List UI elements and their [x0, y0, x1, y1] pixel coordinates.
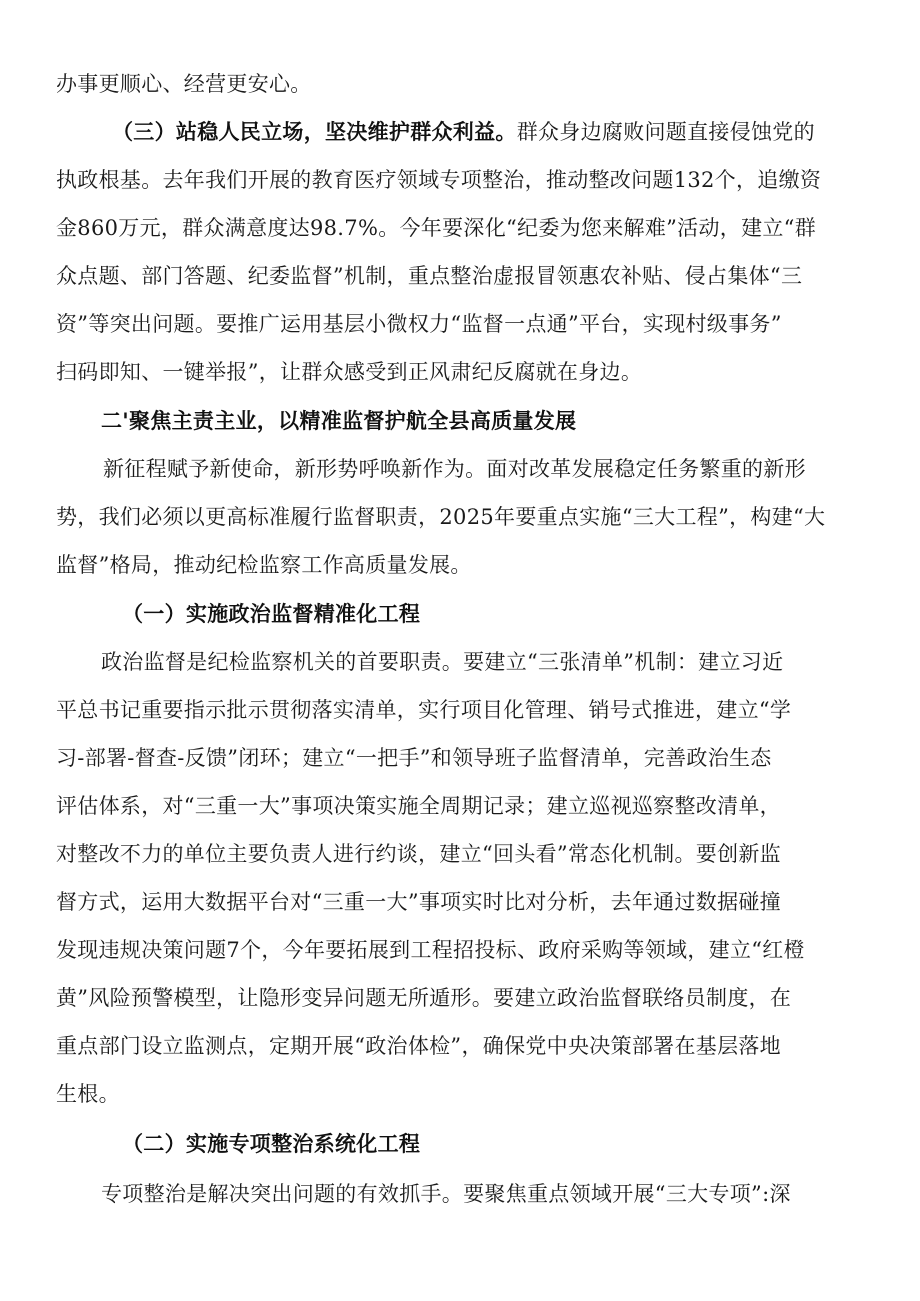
paragraph-line [0, 1070, 920, 1118]
text-run: 资”等突出问题。要推广运用基层小微权力“监督一点通”平台，实现村级事务” [56, 312, 782, 336]
paragraph-line [0, 974, 920, 1022]
paragraph-line [0, 300, 920, 348]
text-run: 生根。 [56, 1082, 120, 1106]
text-run: 政治监督是纪检监察机关的首要职责。要建立“三张清单”机制：建立习近 [101, 650, 784, 674]
paragraph-line [0, 1120, 920, 1168]
text-run: 重点部门设立监测点，定期开展“政治体检”，确保党中央决策部署在基层落地 [56, 1034, 781, 1058]
text-run: 专项整治是解决突出问题的有效抓手。要聚焦重点领域开展“三大专项”:深 [101, 1182, 791, 1206]
subsection-heading: （二）实施专项整治系统化工程 [122, 1131, 421, 1156]
text-run: 监督”格局，推动纪检监察工作高质量发展。 [56, 553, 472, 577]
text-run: 发现违规决策问题7个，今年要拓展到工程招投标、政府采购等领域，建立“红橙 [56, 938, 805, 962]
text-run: 办事更顺心、经营更安心。 [56, 72, 312, 96]
subsection-heading: （一）实施政治监督精准化工程 [122, 601, 421, 626]
paragraph-line [0, 252, 920, 300]
paragraph-line [0, 445, 920, 493]
text-run: 黄”风险预警模型，让隐形变异问题无所遁形。要建立政治监督联络员制度，在 [56, 986, 792, 1010]
paragraph-line [0, 60, 920, 108]
section-heading: 二'聚焦主责主业，以精准监督护航全县高质量发展 [101, 408, 577, 433]
text-run: 势，我们必须以更高标准履行监督职责，2025年要重点实施“三大工程”，构建“大 [56, 505, 826, 529]
paragraph-line [0, 348, 920, 396]
paragraph-line [0, 926, 920, 974]
subsection-heading: （三）站稳人民立场，坚决维护群众利益。 [112, 119, 517, 144]
paragraph-line [0, 156, 920, 204]
text-run: 群众身边腐败问题直接侵蚀党的 [516, 120, 815, 144]
paragraph-line [0, 1022, 920, 1070]
paragraph-line [0, 108, 920, 156]
paragraph-line [0, 686, 920, 734]
paragraph-line [0, 1170, 920, 1218]
text-run: 扫码即知、一键举报”，让群众感受到正风肃纪反腐就在身边。 [56, 360, 643, 384]
paragraph-line [0, 541, 920, 589]
paragraph-line [0, 638, 920, 686]
text-run: 新征程赋予新使命，新形势呼唤新作为。面对改革发展稳定任务繁重的新形 [103, 457, 806, 481]
paragraph-line [0, 493, 920, 541]
text-run: 执政根基。去年我们开展的教育医疗领域专项整治，推动整改问题132个，追缴资 [56, 168, 822, 192]
paragraph-line [0, 397, 920, 445]
text-run: 金860万元，群众满意度达98.7%。今年要深化“纪委为您来解难”活动，建立“群 [56, 216, 816, 240]
text-run: 督方式，运用大数据平台对“三重一大”事项实时比对分析，去年通过数据碰撞 [56, 890, 781, 914]
text-run: 习-部署-督查-反馈”闭环；建立“一把手”和领导班子监督清单，完善政治生态 [56, 746, 772, 770]
paragraph-line [0, 204, 920, 252]
paragraph-line [0, 590, 920, 638]
paragraph-line [0, 830, 920, 878]
paragraph-line [0, 782, 920, 830]
text-run: 众点题、部门答题、纪委监督”机制，重点整治虚报冒领惠农补贴、侵占集体“三 [56, 264, 803, 288]
text-run: 评估体系，对“三重一大”事项决策实施全周期记录；建立巡视巡察整改清单， [56, 794, 781, 818]
paragraph-line [0, 734, 920, 782]
text-run: 平总书记重要指示批示贯彻落实清单，实行项目化管理、销号式推进，建立“学 [56, 698, 792, 722]
paragraph-line [0, 878, 920, 926]
text-run: 对整改不力的单位主要负责人进行约谈，建立“回头看”常态化机制。要创新监 [56, 842, 781, 866]
